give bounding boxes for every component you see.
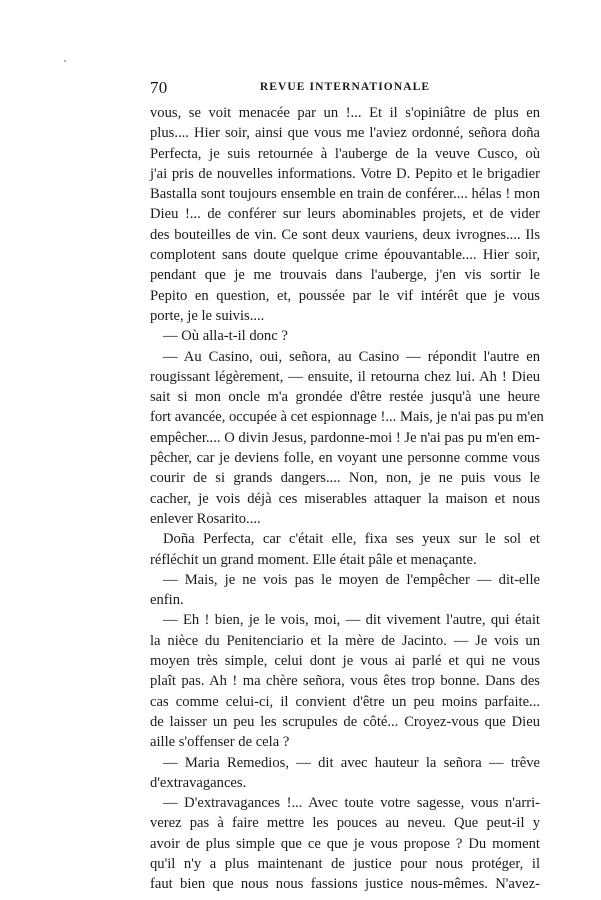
- text-line: pendant que je me trouvais dans l'auberge, j'en vis sortir le: [150, 267, 540, 284]
- page-number: 70: [150, 78, 168, 97]
- text-line: moyen très simple, celui dont je vous ai parlé et qui ne vous: [150, 653, 540, 670]
- text-line: fort avancée, occupée à cet espionnage !... Mais, je n'ai pas pu m'en: [150, 409, 544, 426]
- text-line: — Où alla-t-il donc ?: [163, 328, 288, 345]
- text-line: — Au Casino, oui, señora, au Casino — répondit l'autre en: [163, 348, 540, 365]
- text-line: plus.... Hier soir, ainsi que vous me l'aviez ordonné, señora doña: [150, 125, 540, 142]
- text-line: enlever Rosarito....: [150, 510, 261, 527]
- body-text: [150, 103, 544, 895]
- text-line: courir de si grands dangers.... Non, non, je ne puis vous le: [150, 470, 540, 487]
- text-line: cas comme celui-ci, il convient d'être un peu moins parfaite...: [150, 693, 540, 710]
- text-line: Bastalla sont toujours ensemble en train de conférer.... hélas ! mon: [150, 186, 540, 203]
- text-line: j'ai pris de nouvelles informations. Votre D. Pepito et le brigadier: [150, 165, 540, 182]
- text-line: Perfecta, je suis retournée à l'auberge de la veuve Cusco, où: [150, 145, 540, 162]
- text-line: — D'extravagances !... Avec toute votre sagesse, vous n'arri-: [163, 795, 540, 812]
- text-line: sait si mon oncle m'a grondée d'être restée jusqu'à une heure: [150, 389, 540, 406]
- text-line: la nièce du Penitenciario et la mère de Jacinto. — Je vois un: [150, 632, 540, 649]
- text-line: des bouteilles de vin. Ce sont deux vauriens, deux ivrognes.... Ils: [150, 226, 540, 243]
- text-line: — Eh ! bien, je le vois, moi, — dit vivement l'autre, qui était: [163, 612, 540, 629]
- text-line: cacher, je vois déjà ces miserables attaquer la maison et nous: [150, 490, 540, 507]
- text-line: Pepito en question, et, poussée par le vif intérêt que je vous: [150, 287, 540, 304]
- text-line: d'extravagances.: [150, 774, 247, 791]
- text-line: rougissant légèrement, — ensuite, il retourna chez lui. Ah ! Dieu: [150, 368, 540, 385]
- text-line: verez pas à faire mettre les pouces au neveu. Que peut-il y: [150, 815, 540, 832]
- page-header: [150, 78, 540, 98]
- text-line: pêcher, car je deviens folle, en voyant une personne comme vous: [150, 450, 540, 467]
- paper-speck: [64, 60, 66, 62]
- text-line: empêcher.... O divin Jesus, pardonne-moi ! Je n'ai pas pu m'en em-: [150, 429, 540, 446]
- text-line: réfléchit un grand moment. Elle était pâle et menaçante.: [150, 551, 477, 568]
- text-line: porte, je le suivis....: [150, 307, 265, 324]
- text-line: — Mais, je ne vois pas le moyen de l'empêcher — dit-elle: [163, 571, 540, 588]
- text-line: complotent sans doute quelque crime épouvantable.... Hier soir,: [150, 247, 540, 264]
- text-line: plaît pas. Ah ! ma chère señora, vous êtes trop bonne. Dans des: [150, 673, 540, 690]
- text-line: enfin.: [150, 592, 184, 609]
- text-line: qu'il n'y a plus maintenant de justice pour nous protéger, il: [150, 855, 540, 872]
- text-line: aille s'offenser de cela ?: [150, 734, 290, 751]
- text-line: Dieu !... de conférer sur leurs abominables projets, et de vider: [150, 206, 540, 223]
- text-line: — Maria Remedios, — dit avec hauteur la señora — trêve: [163, 754, 540, 771]
- text-line: avoir de plus simple que ce que je vous propose ? Du moment: [150, 835, 540, 852]
- text-line: vous, se voit menacée par un !... Et il s'opiniâtre de plus en: [150, 105, 540, 121]
- text-line: Doña Perfecta, car c'était elle, fixa ses yeux sur le sol et: [163, 531, 540, 548]
- running-title: REVUE INTERNATIONALE: [259, 81, 431, 93]
- text-line: faut bien que nous nous fassions justice nous-mêmes. N'avez-: [150, 876, 540, 893]
- text-line: de laisser un peu les scrupules de côté... Croyez-vous que Dieu: [150, 713, 540, 730]
